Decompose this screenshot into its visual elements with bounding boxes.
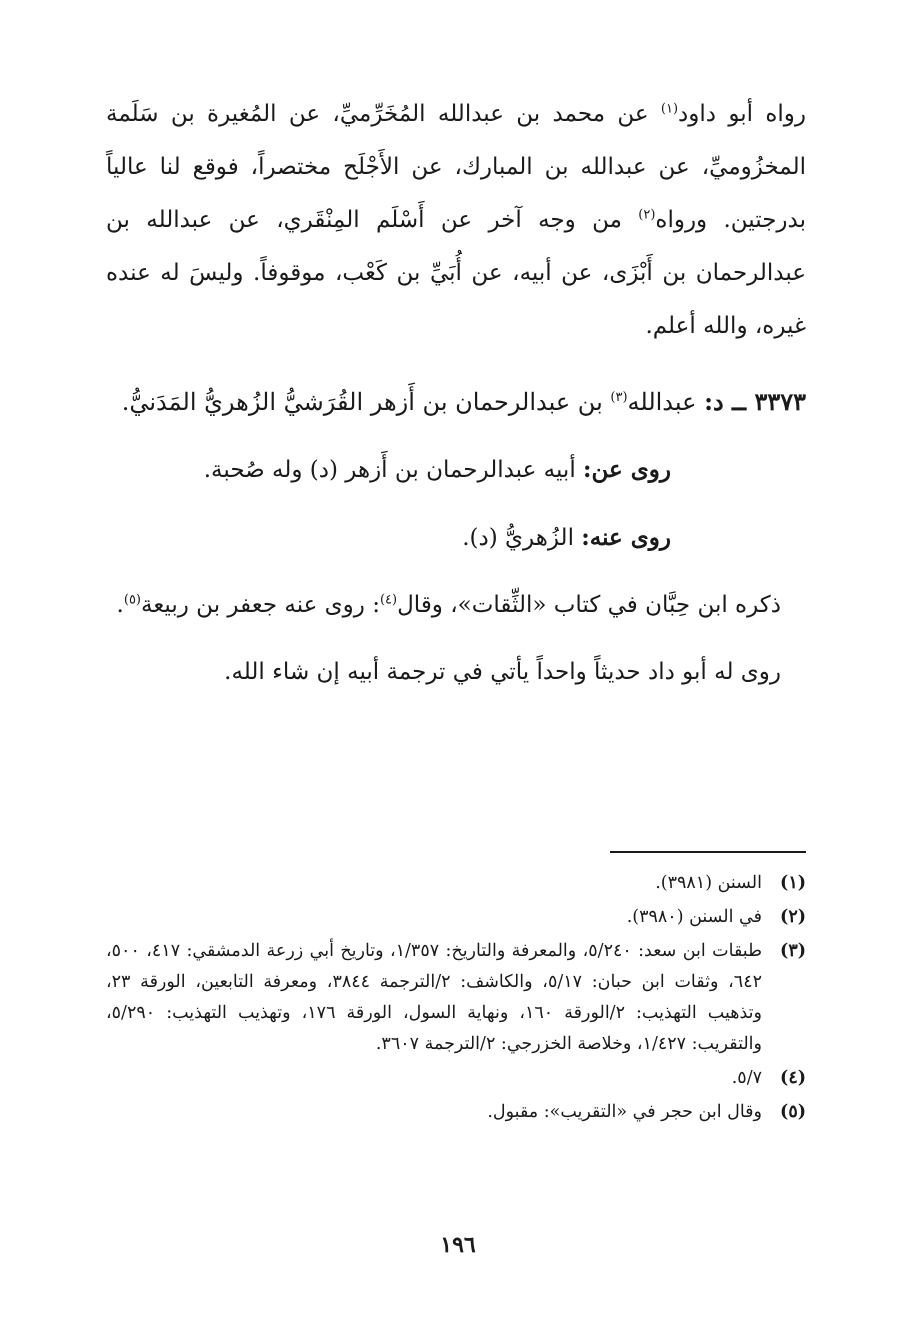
footnote-item [106, 868, 806, 899]
page-number: ١٩٦ [440, 1232, 476, 1258]
narrated-from-text: أبيه عبدالرحمان بن أَزهر (د) وله صُحبة. [203, 457, 584, 483]
footnote-divider [610, 851, 806, 853]
spacer [106, 632, 806, 646]
footnotes [106, 868, 806, 1131]
footnote-text: طبقات ابن سعد: ٥/٢٤٠، والمعرفة والتاريخ: ١/٣٥٧، وتاريخ أبي زرعة الدمشقي: ٤١٧، ٥٠٠، ٦٤٢، وثقات ابن حبان: ٥/١٧، والكاشف: ٢/الترجمة ٣٨٤٤، ومعرفة التابعين، الورقة ٢٣، وتذهيب التهذيب: ٢/الورقة ١٦٠، ونهاية السول، الورقة ١٧٦، وتهذيب التهذيب: ٥/٢٩٠، والتقريب: ١/٤٢٧، وخلاصة الخزرجي: ٢/الترجمة ٣٦٠٧. [106, 941, 763, 1054]
closing-text: روى له أبو داد حديثاً واحداً يأتي في ترجمة أبيه إن شاء الله. [224, 659, 781, 685]
spacer [106, 429, 806, 443]
paragraph-text: ذكره ابن حِبَّان في كتاب «الثِّقات»، وقال [397, 592, 781, 618]
paragraph-text: : روى عنه جعفر بن ربيعة [141, 592, 380, 618]
footnote-item [106, 1097, 806, 1128]
narrated-from-label: روى عن: [583, 456, 671, 483]
main-text [106, 88, 806, 699]
narrated-from-line [106, 443, 806, 497]
entry-number: ٣٣٧٣ ــ د: [704, 387, 806, 416]
spacer [106, 353, 806, 375]
footnote-ref-4[interactable]: (٤) [379, 592, 398, 608]
footnote-marker: (١) [780, 873, 806, 893]
footnote-text: في السنن (٣٩٨٠). [626, 907, 762, 927]
footnote-text: السنن (٣٩٨١). [655, 873, 762, 893]
footnote-item [106, 902, 806, 933]
paragraph-text: عن محمد بن عبدالله المُخَرِّميِّ، عن المُغيرة بن سَلَمة المخزُوميِّ، عن عبدالله بن المبارك، عن الأَجْلَح مختصراً، فوقع لنا عالياً بدرجتين. ورواه [106, 101, 806, 233]
spacer [106, 497, 806, 511]
entry-name: عبدالله [627, 388, 705, 416]
ibn-hibban-paragraph [106, 579, 806, 632]
footnote-marker: (٥) [780, 1102, 806, 1122]
paragraph-text: من وجه آخر عن أَسْلَم المِنْقَري، عن عبدالله بن عبدالرحمان بن أَبْزَى، عن أبيه، عن أُبَيِّ بن كَعْب، موقوفاً. وليسَ له عنده غيره، والله أعلم. [106, 207, 806, 339]
narrated-by-label: روى عنه: [581, 524, 671, 551]
footnote-item [106, 1063, 806, 1094]
entry-name: بن عبدالرحمان بن أَزهر القُرَشيُّ الزُهريُّ المَدَنيُّ. [121, 388, 611, 416]
footnote-text: ٥/٧. [731, 1068, 762, 1088]
footnote-marker: (٢) [780, 907, 806, 927]
footnote-ref-5[interactable]: (٥) [123, 592, 141, 608]
footnote-ref-2[interactable]: (٢) [638, 207, 656, 223]
narrated-by-line [106, 511, 806, 565]
footnote-marker: (٤) [780, 1068, 806, 1088]
footnote-ref-1[interactable]: (١) [660, 101, 679, 117]
footnote-text: وقال ابن حجر في «التقريب»: مقبول. [487, 1102, 762, 1122]
paragraph-text: رواه أبو داود [678, 101, 806, 127]
closing-line [106, 646, 806, 699]
paragraph-text: . [116, 592, 124, 618]
footnote-item [106, 936, 806, 1060]
spacer [106, 565, 806, 579]
paragraph-hadith-narration [106, 88, 806, 353]
biography-entry-heading [106, 375, 806, 429]
footnote-ref-3[interactable]: (٣) [610, 390, 628, 405]
footnote-marker: (٣) [780, 941, 806, 961]
narrated-by-text: الزُهريُّ (د). [462, 525, 582, 551]
